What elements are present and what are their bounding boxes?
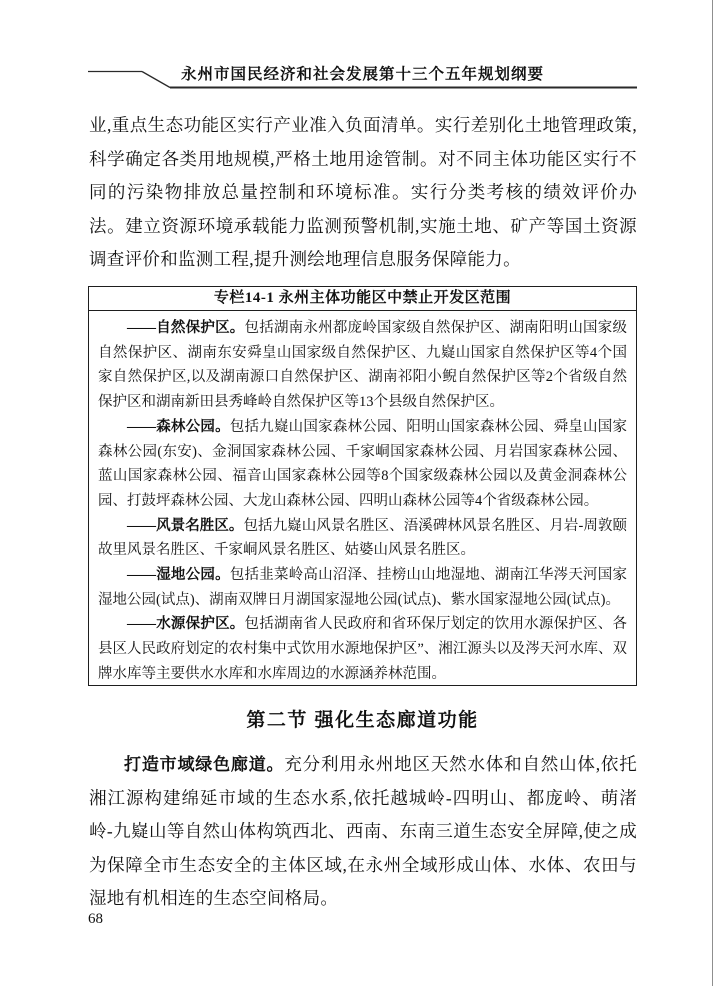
body-paragraph	[89, 748, 637, 916]
feature-box-title: 专栏14-1 永州主体功能区中禁止开发区范围	[89, 287, 636, 311]
section-heading: 第二节 强化生态廊道功能	[246, 710, 479, 731]
box-item	[98, 612, 627, 686]
page-header-title: 永州市国民经济和社会发展第十三个五年规划纲要	[180, 66, 544, 83]
header-rule	[0, 0, 721, 100]
paragraph-lead: 打造市域绿色廊道。	[124, 755, 285, 774]
box-item-text: 包括湖南永州都庞岭国家级自然保护区、湖南阳明山国家级自然保护区、湖南东安舜皇山国家级自然保护区、九嶷山国家自然保护区等4个国家自然保护区,以及湖南源口自然保护区、湖南祁阳小鲵自然保护区等2个省级自然保护区和湖南新田县秀峰岭自然保护区等13个县级自然保护区。	[98, 320, 627, 411]
box-item	[98, 563, 627, 612]
box-item	[98, 415, 627, 514]
box-item-lead: ——水源保护区。	[127, 616, 245, 633]
box-item-text: 包括湖南省人民政府和省环保厅划定的饮用水源保护区、各县区人民政府划定的农村集中式饮用水源地保护区”、湘江源头以及涔天河水库、双牌水库等主要供水水库和水库周边的水源涵养林范围。	[98, 616, 627, 682]
paragraph-text: 充分利用永州地区天然水体和自然山体,依托湘江源构建绵延市域的生态水系,依托越城岭-四明山、都庞岭、萌渚岭-九嶷山等自然山体构筑西北、西南、东南三道生态安全屏障,使之成为保障全市生态安全的主体区域,在永州全域形成山体、水体、农田与湿地有机相连的生态空间格局。	[89, 754, 638, 908]
box-item	[98, 514, 627, 563]
box-item-lead: ——湿地公园。	[127, 567, 230, 584]
box-item-text: 包括九嶷山风景名胜区、浯溪碑林风景名胜区、月岩-周敦颐故里风景名胜区、千家峒风景名胜区、姑婆山风景名胜区。	[98, 517, 628, 559]
feature-box-body	[89, 311, 636, 686]
box-item-lead: ——风景名胜区。	[127, 517, 244, 534]
box-item-lead: ——森林公园。	[127, 418, 230, 435]
page-number: 68	[88, 911, 103, 927]
box-item-text: 包括韭菜岭高山沼泽、挂榜山山地湿地、湖南江华涔天河国家湿地公园(试点)、湖南双牌日月湖国家湿地公园(试点)、紫水国家湿地公园(试点)。	[98, 567, 627, 608]
box-item-text: 包括九嶷山国家森林公园、阳明山国家森林公园、舜皇山国家森林公园(东安)、金洞国家森林公园、千家峒国家森林公园、月岩国家森林公园、蓝山国家森林公园、福音山国家森林公园等8个国家级森林公园以及黄金洞森林公园、打鼓坪森林公园、大龙山森林公园、四明山森林公园等4个省级森林公园。	[98, 418, 627, 509]
feature-box	[88, 286, 637, 686]
body-paragraph: 业,重点生态功能区实行产业准入负面清单。实行差别化土地管理政策,科学确定各类用地规模,严格土地用途管制。对不同主体功能区实行不同的污染物排放总量控制和环境标准。实行分类考核的绩效评价办法。建立资源环境承载能力监测预警机制,实施土地、矿产等国土资源调查评价和监测工程,提升测绘地理信息服务保障能力。	[89, 115, 637, 269]
box-item	[98, 316, 627, 415]
box-item-lead: ——自然保护区。	[127, 320, 245, 336]
scan-edge-line	[712, 0, 713, 986]
